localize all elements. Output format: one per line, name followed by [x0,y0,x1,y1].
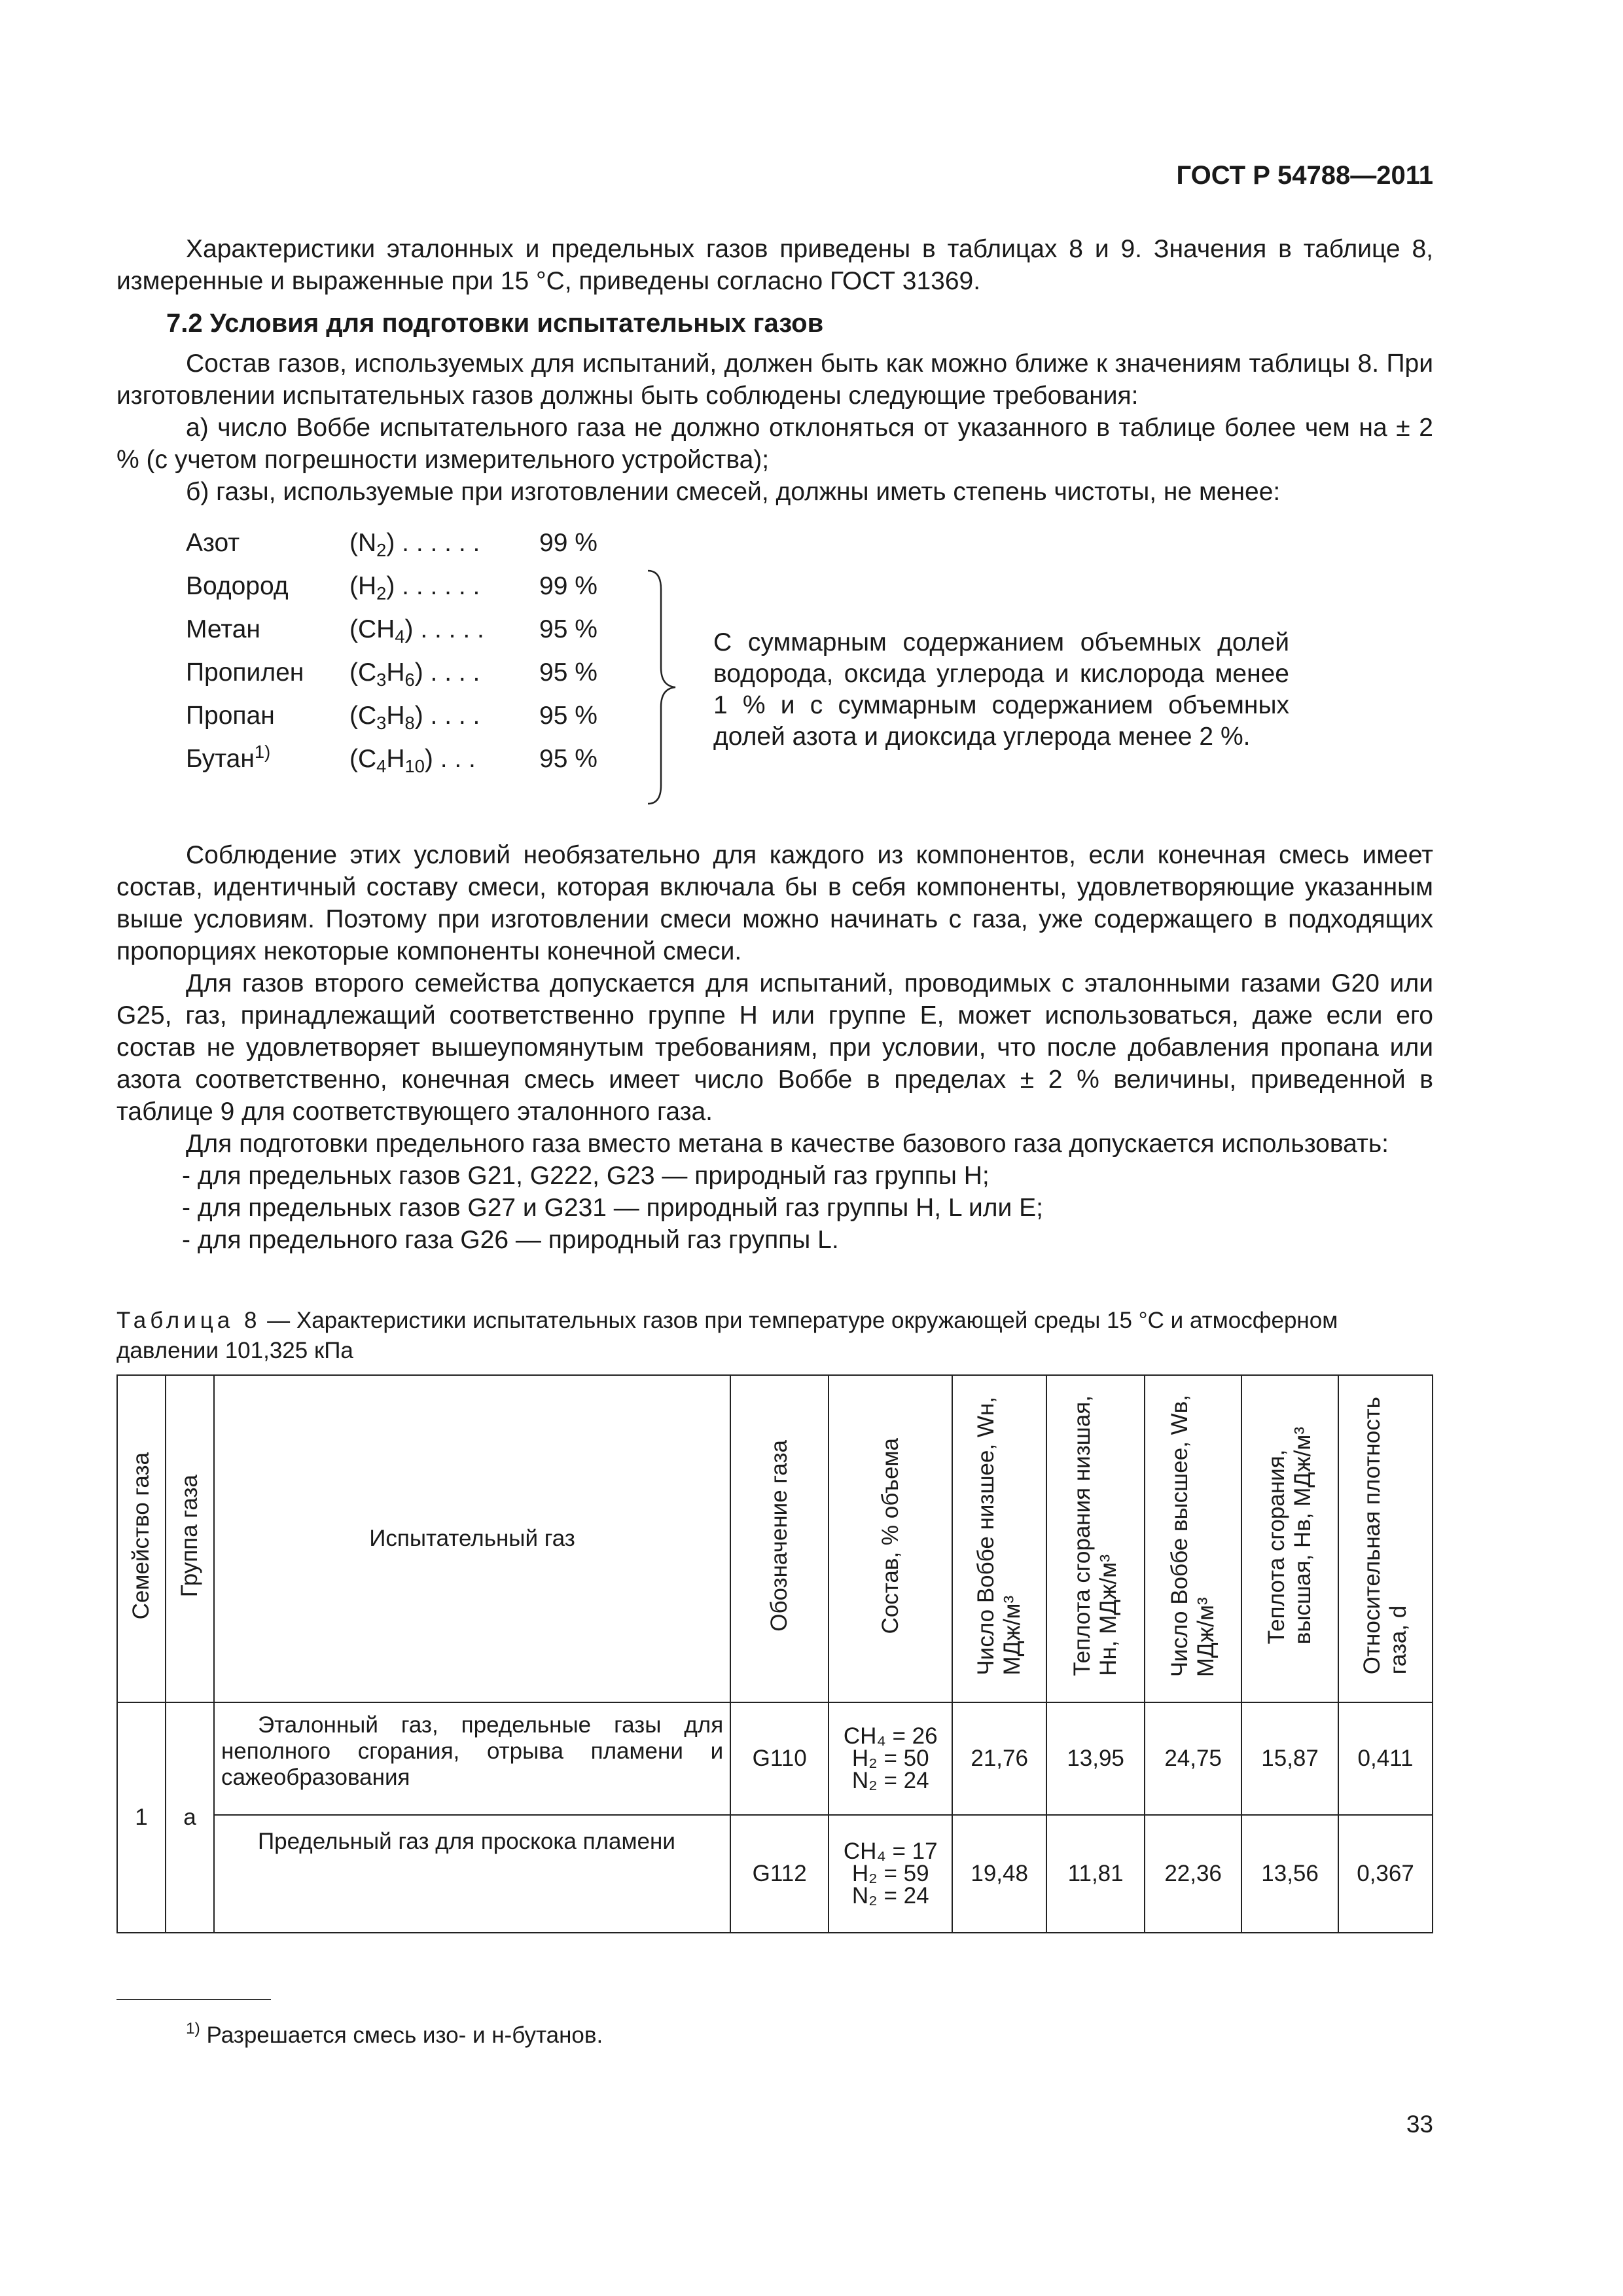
heat-high-cell: 15,87 [1241,1702,1338,1815]
heat-low-cell: 11,81 [1046,1815,1145,1933]
column-header: Обозначение газа [730,1375,829,1702]
footnote-divider [116,1999,271,2000]
gas-formula: $(N_2)$ . . . . . . [349,529,480,560]
column-header: Теплота сгорания низшая, Hн, МДж/м³ [1046,1375,1145,1702]
wobbe-low-cell: 19,48 [952,1815,1046,1933]
component: H₂ = 59 [851,1861,929,1886]
column-header: Теплота сгорания, высшая, Hв, МДж/м³ [1241,1375,1338,1702]
gas-formula: $(C_3H_6)$ . . . . [349,658,480,690]
column-header: Относительная плотность газа, d [1338,1375,1433,1702]
gas-name: Пропан [186,702,275,730]
test-gas-table [116,1374,1433,1933]
standard-number: ГОСТ Р 54788—2011 [1176,161,1433,190]
component: CH₄ = 26 [843,1723,938,1749]
composition-cell [829,1702,952,1815]
table-title: — Характеристики испытательных газов при температуре окружающей среды 15 °C и атмосферном давлении 101,325 кПа [116,1308,1338,1363]
column-header: Число Воббе низшее, Wн, МДж/м³ [952,1375,1046,1702]
gas-formula: $(C_4H_{10})$ . . . [349,745,476,776]
designation-cell: G112 [730,1815,829,1933]
requirement-a: а) число Воббе испытательного газа не должно отклоняться от указанного в таблице более чем на ± 2 % (с учетом погрешности измерительного устройства); [116,414,1433,474]
wobbe-high-cell: 22,36 [1145,1815,1241,1933]
gas-formula: $(C_3H_8)$ . . . . [349,702,480,733]
requirement-b: б) газы, используемые при изготовлении смесей, должны иметь степень чистоты, не менее: [186,478,1281,506]
footnote [186,2022,603,2049]
heat-high-cell: 13,56 [1241,1815,1338,1933]
column-header: Число Воббе высшее, Wв, МДж/м³ [1145,1375,1241,1702]
gas-purity: 99 % [539,529,597,557]
conditions-block [116,839,1433,1256]
gas-purity: 99 % [539,572,597,600]
gas-cell: Эталонный газ, предельные газы для неполного сгорания, отрыва пламени и сажеобразования [214,1702,730,1815]
table-label: Таблица 8 [116,1308,261,1333]
table-row [117,1815,1433,1933]
designation-cell: G110 [730,1702,829,1815]
group-cell: a [166,1702,214,1933]
footnote-text: Разрешается смесь изо- и н-бутанов. [200,2022,603,2048]
column-header: Группа газа [166,1375,214,1702]
component: N₂ = 24 [851,1768,929,1793]
family-cell: 1 [117,1702,166,1933]
footnote-mark: 1) [186,2020,200,2037]
table-header-row [117,1375,1433,1702]
gas-name: Бутан$^{1)}$ [186,742,271,773]
gas-purity: 95 % [539,615,597,643]
second-family-paragraph: Для газов второго семейства допускается для испытаний, проводимых с эталонными газами G20 или G25, газ, принадлежащий соответственно группе H или группе E, может использоваться, даже если его состав не удовлетворяет вышеупомянутым требованиям, при условии, что после добавления пропана или азота соответственно, конечная смесь имеет число Воббе в пределах ± 2 % величины, приведенной в таблице 9 для соответствующего эталонного газа. [116,969,1433,1126]
heat-low-cell: 13,95 [1046,1702,1145,1815]
gas-name: Водород [186,572,289,600]
intro-block [116,233,1433,297]
gas-cell: Предельный газ для проскока пламени [214,1815,730,1933]
column-header: Состав, % объема [829,1375,952,1702]
component: N₂ = 24 [851,1883,929,1909]
purity-note: С суммарным содержанием объемных долей водорода, оксида углерода и кислорода менее 1 % и с суммарным содержанием объемных долей азота и диоксида углерода менее 2 %. [713,628,1289,751]
gas-name: Пропилен [186,658,304,687]
density-cell: 0,367 [1338,1815,1433,1933]
section-heading: 7.2 Условия для подготовки испытательных газов [166,309,824,338]
list-item: - для предельного газа G26 — природный газ группы L. [182,1226,839,1254]
conditions-paragraph: Соблюдение этих условий необязательно для каждого из компонентов, если конечная смесь имеет состав, идентичный составу смеси, которая включала бы в себя компоненты, удовлетворяющие указанным выше условиям. Поэтому при изготовлении смеси можно начинать с газа, уже содержащего в подходящих пропорциях некоторые компоненты конечной смеси. [116,841,1433,965]
wobbe-low-cell: 21,76 [952,1702,1046,1815]
component: CH₄ = 17 [843,1839,938,1864]
composition-cell [829,1815,952,1933]
list-item: - для предельных газов G27 и G231 — природный газ группы H, L или E; [182,1194,1044,1222]
table-row [117,1702,1433,1815]
section-paragraph: Состав газов, используемых для испытаний, должен быть как можно ближе к значениям таблицы 8. При изготовлении испытательных газов должны быть соблюдены следующие требования: [116,350,1433,410]
list-item: - для предельных газов G21, G222, G23 — природный газ группы H; [182,1162,990,1190]
gas-name: Метан [186,615,260,643]
wobbe-high-cell: 24,75 [1145,1702,1241,1815]
density-cell: 0,411 [1338,1702,1433,1815]
column-header: Испытательный газ [214,1375,730,1702]
section-7-2 [116,308,1433,508]
gas-purity: 95 % [539,745,597,773]
table-caption [116,1306,1433,1366]
page-number: 33 [1406,2111,1433,2138]
gas-formula: $(CH_4)$ . . . . . [349,615,484,647]
gas-formula: $(H_2)$ . . . . . . [349,572,480,603]
gas-purity: 95 % [539,702,597,730]
column-header: Семейство газа [117,1375,166,1702]
limit-gas-paragraph: Для подготовки предельного газа вместо метана в качестве базового газа допускается использовать: [186,1130,1389,1158]
gas-purity: 95 % [539,658,597,687]
intro-paragraph: Характеристики эталонных и предельных газов приведены в таблицах 8 и 9. Значения в таблице 8, измеренные и выраженные при 15 °C, приведены согласно ГОСТ 31369. [116,235,1433,295]
component: H₂ = 50 [851,1746,929,1771]
curly-brace-icon [641,569,681,805]
gas-name: Азот [186,529,240,557]
